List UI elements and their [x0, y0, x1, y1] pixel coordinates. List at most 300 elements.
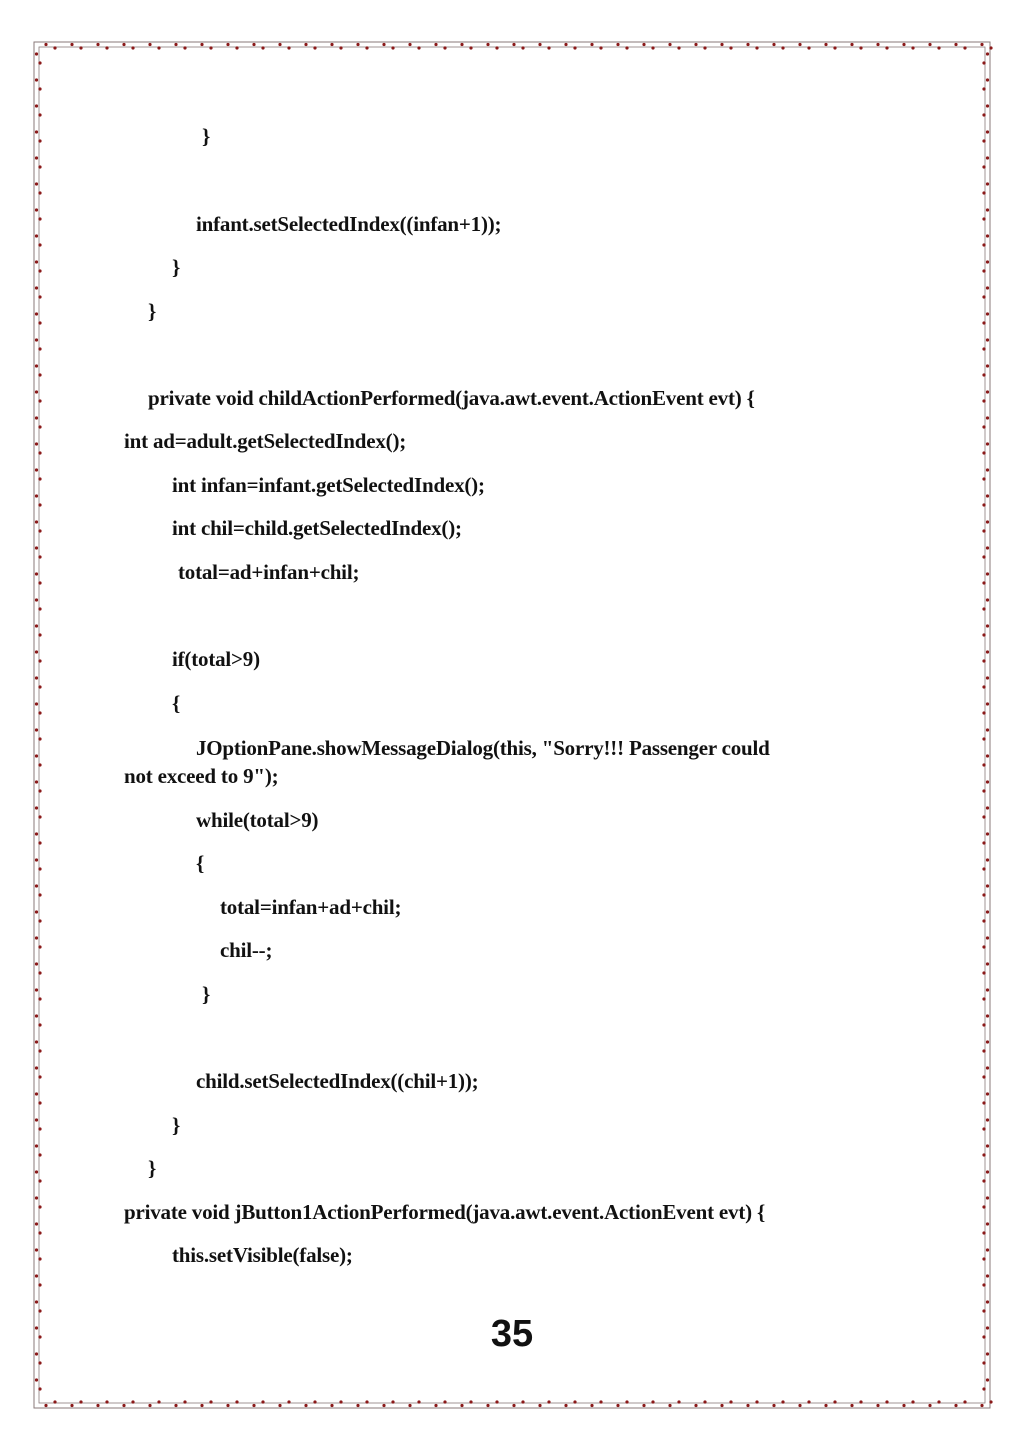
code-line: { — [172, 691, 181, 715]
border-dot — [38, 789, 41, 792]
code-line: total=ad+infan+chil; — [178, 560, 360, 584]
border-dot — [677, 46, 680, 49]
border-dot — [38, 945, 41, 948]
border-dot — [982, 1075, 985, 1078]
border-dot — [954, 43, 957, 46]
border-dot — [38, 399, 41, 402]
border-dot — [38, 1361, 41, 1364]
border-dot — [986, 182, 989, 185]
border-dot — [174, 43, 177, 46]
border-dot — [982, 945, 985, 948]
border-dot — [755, 46, 758, 49]
border-dot — [38, 1283, 41, 1286]
border-dot — [209, 46, 212, 49]
code-line: this.setVisible(false); — [172, 1243, 353, 1267]
border-dot — [703, 46, 706, 49]
border-dot — [720, 1404, 723, 1407]
border-dot — [35, 1066, 38, 1069]
border-dot — [982, 113, 985, 116]
border-dot — [174, 1404, 177, 1407]
border-dot — [313, 1400, 316, 1403]
border-dot — [982, 87, 985, 90]
border-dot — [986, 1144, 989, 1147]
border-dot — [986, 624, 989, 627]
border-dot — [35, 416, 38, 419]
border-dot — [79, 1400, 82, 1403]
border-dot — [807, 1400, 810, 1403]
border-dot — [38, 971, 41, 974]
border-dot — [885, 46, 888, 49]
border-dot — [35, 1378, 38, 1381]
code-line: private void childActionPerformed(java.awt.event.ActionEvent evt) { — [148, 386, 755, 410]
border-dot — [38, 87, 41, 90]
border-dot — [807, 46, 810, 49]
border-dot — [486, 43, 489, 46]
border-dot — [35, 988, 38, 991]
border-dot — [982, 659, 985, 662]
border-dot — [982, 1153, 985, 1156]
border-dot — [339, 1400, 342, 1403]
border-dot — [391, 1400, 394, 1403]
border-dot — [96, 43, 99, 46]
border-dot — [982, 685, 985, 688]
border-dot — [986, 130, 989, 133]
border-dot — [651, 1400, 654, 1403]
border-dot — [35, 520, 38, 523]
border-dot — [35, 1196, 38, 1199]
border-dot — [38, 61, 41, 64]
border-dot — [980, 43, 983, 46]
border-dot — [38, 295, 41, 298]
border-dot — [35, 182, 38, 185]
border-dot — [38, 1231, 41, 1234]
border-dot — [38, 1179, 41, 1182]
border-dot — [986, 988, 989, 991]
border-dot — [989, 1400, 992, 1403]
border-dot — [105, 1400, 108, 1403]
border-dot — [38, 451, 41, 454]
border-dot — [35, 312, 38, 315]
border-dot — [157, 1400, 160, 1403]
border-dot — [408, 1404, 411, 1407]
border-dot — [599, 1400, 602, 1403]
border-dot — [876, 1404, 879, 1407]
border-dot — [982, 269, 985, 272]
border-dot — [38, 1205, 41, 1208]
border-dot — [35, 260, 38, 263]
border-dot — [38, 373, 41, 376]
border-dot — [746, 43, 749, 46]
border-dot — [495, 46, 498, 49]
border-dot — [982, 919, 985, 922]
border-dot — [183, 46, 186, 49]
border-dot — [963, 46, 966, 49]
border-dot — [982, 165, 985, 168]
border-dot — [408, 43, 411, 46]
border-dot — [982, 399, 985, 402]
border-dot — [781, 1400, 784, 1403]
border-dot — [356, 1404, 359, 1407]
border-dot — [35, 1144, 38, 1147]
border-dot — [982, 1127, 985, 1130]
code-line: { — [196, 851, 205, 875]
border-dot — [417, 46, 420, 49]
border-dot — [38, 685, 41, 688]
border-dot — [382, 1404, 385, 1407]
border-dot — [902, 43, 905, 46]
border-dot — [720, 43, 723, 46]
border-dot — [330, 1404, 333, 1407]
page-number: 35 — [490, 1313, 534, 1355]
border-dot — [252, 1404, 255, 1407]
border-dot — [35, 234, 38, 237]
border-dot — [278, 43, 281, 46]
border-dot — [35, 1248, 38, 1251]
border-dot — [35, 650, 38, 653]
border-dot — [986, 52, 989, 55]
border-dot — [986, 520, 989, 523]
border-dot — [35, 962, 38, 965]
border-dot — [694, 43, 697, 46]
border-dot — [911, 1400, 914, 1403]
border-dot — [982, 867, 985, 870]
border-dot — [35, 442, 38, 445]
code-line: } — [148, 299, 157, 323]
border-dot — [512, 1404, 515, 1407]
border-dot — [38, 1075, 41, 1078]
border-dot — [521, 1400, 524, 1403]
border-dot — [460, 43, 463, 46]
border-dot — [35, 338, 38, 341]
border-dot — [859, 1400, 862, 1403]
code-line: while(total>9) — [196, 808, 319, 832]
border-dot — [986, 1040, 989, 1043]
border-dot — [183, 1400, 186, 1403]
border-dot — [986, 416, 989, 419]
border-dot — [986, 650, 989, 653]
border-dot — [38, 191, 41, 194]
border-dot — [38, 269, 41, 272]
border-dot — [35, 156, 38, 159]
border-dot — [616, 1404, 619, 1407]
code-line: child.setSelectedIndex((chil+1)); — [196, 1069, 479, 1093]
border-dot — [38, 1127, 41, 1130]
border-dot — [382, 43, 385, 46]
border-dot — [564, 43, 567, 46]
border-dot — [982, 607, 985, 610]
border-dot — [982, 1387, 985, 1390]
border-dot — [982, 997, 985, 1000]
border-dot — [986, 1066, 989, 1069]
border-dot — [986, 494, 989, 497]
border-dot — [38, 1101, 41, 1104]
border-dot — [755, 1400, 758, 1403]
border-dot — [982, 841, 985, 844]
code-line: int chil=child.getSelectedIndex(); — [172, 516, 462, 540]
border-dot — [850, 43, 853, 46]
border-dot — [986, 962, 989, 965]
border-dot — [287, 46, 290, 49]
code-line: } — [148, 1156, 157, 1180]
border-dot — [642, 1404, 645, 1407]
border-dot — [38, 581, 41, 584]
border-dot — [980, 1404, 983, 1407]
code-line: int infan=infant.getSelectedIndex(); — [172, 473, 485, 497]
border-dot — [35, 104, 38, 107]
code-line: chil--; — [220, 938, 273, 962]
border-dot — [35, 208, 38, 211]
border-dot — [986, 780, 989, 783]
border-dot — [625, 1400, 628, 1403]
border-dot — [365, 46, 368, 49]
border-dot — [798, 1404, 801, 1407]
border-dot — [986, 338, 989, 341]
border-dot — [131, 46, 134, 49]
border-dot — [261, 46, 264, 49]
border-dot — [798, 43, 801, 46]
border-dot — [486, 1404, 489, 1407]
border-dot — [35, 598, 38, 601]
border-dot — [252, 43, 255, 46]
border-dot — [538, 43, 541, 46]
border-dot — [70, 1404, 73, 1407]
border-dot — [986, 884, 989, 887]
border-dot — [38, 503, 41, 506]
border-dot — [38, 841, 41, 844]
border-dot — [38, 919, 41, 922]
border-dot — [902, 1404, 905, 1407]
border-dot — [928, 1404, 931, 1407]
border-dot — [35, 754, 38, 757]
border-dot — [599, 46, 602, 49]
border-dot — [986, 1092, 989, 1095]
border-dot — [885, 1400, 888, 1403]
border-dot — [928, 43, 931, 46]
border-dot — [339, 46, 342, 49]
border-dot — [209, 1400, 212, 1403]
border-dot — [235, 46, 238, 49]
border-dot — [937, 1400, 940, 1403]
border-dot — [982, 1101, 985, 1104]
border-dot — [982, 503, 985, 506]
border-dot — [982, 321, 985, 324]
border-dot — [356, 43, 359, 46]
border-dot — [982, 1023, 985, 1026]
border-dot — [781, 46, 784, 49]
border-dot — [982, 763, 985, 766]
border-dot — [35, 1014, 38, 1017]
border-dot — [278, 1404, 281, 1407]
border-dot — [38, 529, 41, 532]
border-dot — [982, 1361, 985, 1364]
border-dot — [986, 572, 989, 575]
border-dot — [53, 1400, 56, 1403]
border-dot — [313, 46, 316, 49]
border-dot — [148, 43, 151, 46]
border-dot — [226, 1404, 229, 1407]
border-dot — [982, 217, 985, 220]
border-dot — [986, 832, 989, 835]
border-dot — [38, 867, 41, 870]
border-dot — [982, 61, 985, 64]
border-dot — [35, 806, 38, 809]
border-dot — [986, 936, 989, 939]
border-dot — [982, 737, 985, 740]
border-dot — [564, 1404, 567, 1407]
border-dot — [35, 546, 38, 549]
border-dot — [986, 598, 989, 601]
border-dot — [982, 711, 985, 714]
border-dot — [35, 780, 38, 783]
border-dot — [850, 1404, 853, 1407]
border-dot — [261, 1400, 264, 1403]
border-dot — [330, 43, 333, 46]
border-dot — [131, 1400, 134, 1403]
border-dot — [694, 1404, 697, 1407]
border-dot — [937, 46, 940, 49]
border-dot — [35, 468, 38, 471]
border-dot — [38, 633, 41, 636]
border-dot — [986, 78, 989, 81]
code-line: int ad=adult.getSelectedIndex(); — [124, 429, 407, 453]
border-dot — [729, 1400, 732, 1403]
border-dot — [982, 243, 985, 246]
border-dot — [35, 390, 38, 393]
border-dot — [746, 1404, 749, 1407]
border-dot — [986, 1300, 989, 1303]
border-dot — [982, 789, 985, 792]
border-dot — [38, 217, 41, 220]
border-dot — [38, 477, 41, 480]
border-dot — [982, 1179, 985, 1182]
border-dot — [35, 702, 38, 705]
border-dot — [38, 1153, 41, 1156]
border-dot — [434, 43, 437, 46]
border-dot — [982, 1231, 985, 1234]
border-dot — [35, 130, 38, 133]
border-dot — [547, 46, 550, 49]
border-dot — [512, 43, 515, 46]
border-dot — [982, 971, 985, 974]
border-dot — [35, 1222, 38, 1225]
border-dot — [986, 104, 989, 107]
border-dot — [963, 1400, 966, 1403]
border-dot — [38, 321, 41, 324]
border-dot — [35, 364, 38, 367]
border-dot — [616, 43, 619, 46]
code-line: } — [202, 982, 211, 1006]
border-dot — [982, 295, 985, 298]
border-dot — [200, 1404, 203, 1407]
border-dot — [986, 312, 989, 315]
border-dot — [35, 676, 38, 679]
border-dot — [35, 884, 38, 887]
border-dot — [986, 702, 989, 705]
border-dot — [547, 1400, 550, 1403]
border-dot — [38, 893, 41, 896]
border-dot — [35, 494, 38, 497]
border-dot — [38, 711, 41, 714]
border-dot — [986, 754, 989, 757]
border-dot — [38, 815, 41, 818]
border-dot — [35, 1092, 38, 1095]
border-dot — [44, 43, 47, 46]
border-dot — [986, 286, 989, 289]
border-dot — [35, 1274, 38, 1277]
border-dot — [876, 43, 879, 46]
border-dot — [590, 1404, 593, 1407]
border-dot — [35, 78, 38, 81]
border-dot — [982, 1049, 985, 1052]
border-dot — [986, 858, 989, 861]
border-dot — [651, 46, 654, 49]
border-dot — [986, 1014, 989, 1017]
border-dot — [38, 347, 41, 350]
border-dot — [772, 1404, 775, 1407]
border-dot — [391, 46, 394, 49]
border-dot — [200, 43, 203, 46]
border-dot — [986, 156, 989, 159]
border-dot — [148, 1404, 151, 1407]
border-dot — [38, 1387, 41, 1390]
border-dot — [38, 139, 41, 142]
border-dot — [982, 425, 985, 428]
border-dot — [38, 997, 41, 1000]
border-dot — [986, 728, 989, 731]
code-line: JOptionPane.showMessageDialog(this, "Sorry!!! Passenger could — [196, 736, 770, 760]
border-dot — [824, 43, 827, 46]
border-dot — [982, 815, 985, 818]
border-dot — [986, 1170, 989, 1173]
border-dot — [982, 555, 985, 558]
border-dot — [235, 1400, 238, 1403]
border-dot — [304, 1404, 307, 1407]
border-dot — [982, 1205, 985, 1208]
border-dot — [38, 243, 41, 246]
border-dot — [986, 1196, 989, 1199]
border-dot — [590, 43, 593, 46]
border-dot — [824, 1404, 827, 1407]
border-dot — [38, 1049, 41, 1052]
border-dot — [226, 43, 229, 46]
border-dot — [982, 633, 985, 636]
code-line: } — [172, 255, 181, 279]
border-dot — [469, 1400, 472, 1403]
border-dot — [38, 1257, 41, 1260]
border-dot — [469, 46, 472, 49]
border-dot — [668, 43, 671, 46]
border-dot — [982, 139, 985, 142]
border-dot — [982, 581, 985, 584]
border-dot — [833, 46, 836, 49]
border-dot — [986, 468, 989, 471]
border-dot — [35, 728, 38, 731]
border-dot — [53, 46, 56, 49]
border-dot — [986, 676, 989, 679]
border-dot — [986, 546, 989, 549]
border-dot — [982, 1283, 985, 1286]
border-dot — [79, 46, 82, 49]
border-dot — [986, 1222, 989, 1225]
border-dot — [122, 43, 125, 46]
border-dot — [35, 1040, 38, 1043]
border-dot — [986, 364, 989, 367]
border-dot — [989, 46, 992, 49]
border-dot — [677, 1400, 680, 1403]
border-dot — [38, 165, 41, 168]
border-dot — [538, 1404, 541, 1407]
border-dot — [521, 46, 524, 49]
